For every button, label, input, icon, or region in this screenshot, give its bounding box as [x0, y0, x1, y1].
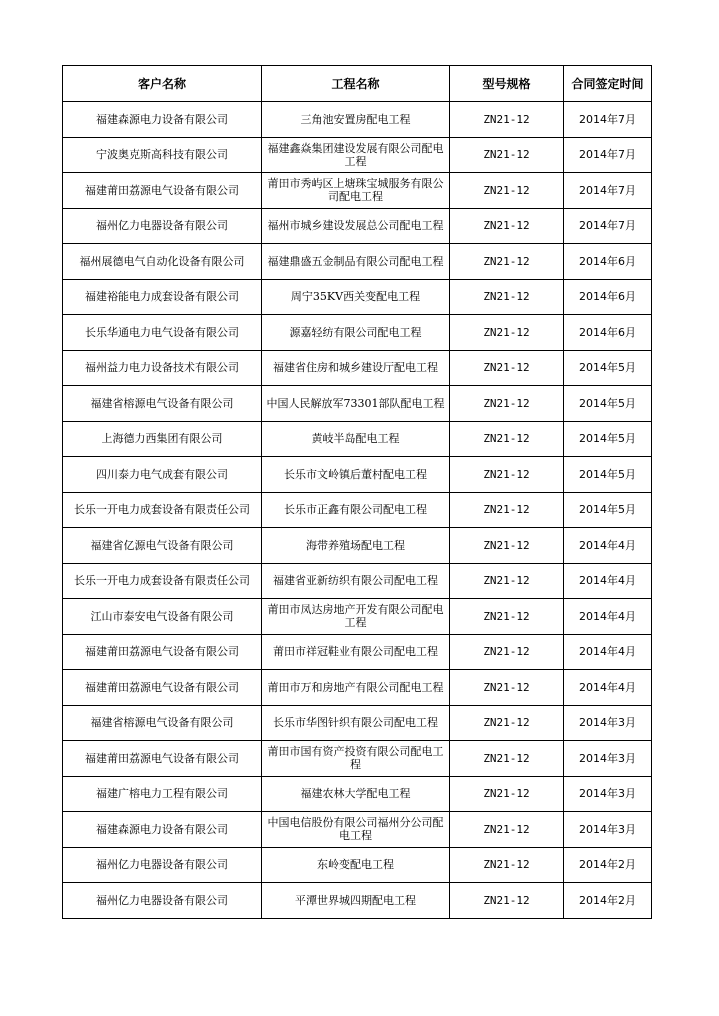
date-cell: 2014年3月 — [564, 812, 652, 848]
model-cell: ZN21-12 — [450, 741, 564, 777]
model-cell: ZN21-12 — [450, 173, 564, 209]
model-cell: ZN21-12 — [450, 883, 564, 919]
customer-cell: 福建莆田荔源电气设备有限公司 — [63, 173, 262, 209]
model-cell: ZN21-12 — [450, 634, 564, 670]
header-model: 型号规格 — [450, 66, 564, 102]
model-cell: ZN21-12 — [450, 350, 564, 386]
table-row — [63, 102, 652, 138]
customer-cell: 福州亿力电器设备有限公司 — [63, 847, 262, 883]
project-cell: 莆田市国有资产投资有限公司配电工程 — [262, 741, 450, 777]
project-cell: 莆田市祥冠鞋业有限公司配电工程 — [262, 634, 450, 670]
header-customer: 客户名称 — [63, 66, 262, 102]
date-cell: 2014年5月 — [564, 386, 652, 422]
table-row — [63, 386, 652, 422]
customer-cell: 上海德力西集团有限公司 — [63, 421, 262, 457]
date-cell: 2014年5月 — [564, 492, 652, 528]
project-cell: 长乐市华图针织有限公司配电工程 — [262, 705, 450, 741]
project-cell: 长乐市正鑫有限公司配电工程 — [262, 492, 450, 528]
model-cell: ZN21-12 — [450, 847, 564, 883]
model-cell: ZN21-12 — [450, 386, 564, 422]
customer-cell: 长乐一开电力成套设备有限责任公司 — [63, 563, 262, 599]
customer-cell: 福建莆田荔源电气设备有限公司 — [63, 670, 262, 706]
model-cell: ZN21-12 — [450, 492, 564, 528]
table-row — [63, 137, 652, 173]
header-project: 工程名称 — [262, 66, 450, 102]
table-row — [63, 599, 652, 635]
contract-table — [62, 65, 652, 919]
project-cell: 海带养殖场配电工程 — [262, 528, 450, 564]
project-cell: 福建鼎盛五金制品有限公司配电工程 — [262, 244, 450, 280]
table-row — [63, 528, 652, 564]
customer-cell: 长乐华通电力电气设备有限公司 — [63, 315, 262, 351]
model-cell: ZN21-12 — [450, 244, 564, 280]
customer-cell: 福建森源电力设备有限公司 — [63, 812, 262, 848]
table-row — [63, 173, 652, 209]
table-row — [63, 315, 652, 351]
table-body — [63, 102, 652, 919]
model-cell: ZN21-12 — [450, 208, 564, 244]
project-cell: 福州市城乡建设发展总公司配电工程 — [262, 208, 450, 244]
model-cell: ZN21-12 — [450, 705, 564, 741]
customer-cell: 福州展德电气自动化设备有限公司 — [63, 244, 262, 280]
table-row — [63, 421, 652, 457]
date-cell: 2014年7月 — [564, 102, 652, 138]
date-cell: 2014年6月 — [564, 244, 652, 280]
header-row — [63, 66, 652, 102]
customer-cell: 长乐一开电力成套设备有限责任公司 — [63, 492, 262, 528]
project-cell: 三角池安置房配电工程 — [262, 102, 450, 138]
model-cell: ZN21-12 — [450, 102, 564, 138]
table-row — [63, 812, 652, 848]
customer-cell: 福州亿力电器设备有限公司 — [63, 883, 262, 919]
model-cell: ZN21-12 — [450, 599, 564, 635]
project-cell: 长乐市文岭镇后董村配电工程 — [262, 457, 450, 493]
project-cell: 福建省亚新纺织有限公司配电工程 — [262, 563, 450, 599]
table-row — [63, 457, 652, 493]
date-cell: 2014年2月 — [564, 847, 652, 883]
date-cell: 2014年7月 — [564, 173, 652, 209]
table-row — [63, 847, 652, 883]
project-cell: 福建鑫焱集团建设发展有限公司配电工程 — [262, 137, 450, 173]
model-cell: ZN21-12 — [450, 670, 564, 706]
customer-cell: 福建莆田荔源电气设备有限公司 — [63, 634, 262, 670]
model-cell: ZN21-12 — [450, 421, 564, 457]
date-cell: 2014年3月 — [564, 705, 652, 741]
project-cell: 黄岐半岛配电工程 — [262, 421, 450, 457]
customer-cell: 福州亿力电器设备有限公司 — [63, 208, 262, 244]
model-cell: ZN21-12 — [450, 279, 564, 315]
date-cell: 2014年3月 — [564, 741, 652, 777]
customer-cell: 福州益力电力设备技术有限公司 — [63, 350, 262, 386]
date-cell: 2014年6月 — [564, 315, 652, 351]
table-row — [63, 883, 652, 919]
table-row — [63, 776, 652, 812]
customer-cell: 福建省亿源电气设备有限公司 — [63, 528, 262, 564]
date-cell: 2014年4月 — [564, 599, 652, 635]
model-cell: ZN21-12 — [450, 776, 564, 812]
project-cell: 周宁35KV西关变配电工程 — [262, 279, 450, 315]
project-cell: 中国电信股份有限公司福州分公司配电工程 — [262, 812, 450, 848]
table-row — [63, 705, 652, 741]
project-cell: 中国人民解放军73301部队配电工程 — [262, 386, 450, 422]
model-cell: ZN21-12 — [450, 812, 564, 848]
model-cell: ZN21-12 — [450, 457, 564, 493]
customer-cell: 福建莆田荔源电气设备有限公司 — [63, 741, 262, 777]
table-row — [63, 670, 652, 706]
table-row — [63, 208, 652, 244]
table-row — [63, 634, 652, 670]
table-row — [63, 492, 652, 528]
customer-cell: 福建省榕源电气设备有限公司 — [63, 386, 262, 422]
customer-cell: 福建广榕电力工程有限公司 — [63, 776, 262, 812]
customer-cell: 宁波奥克斯高科技有限公司 — [63, 137, 262, 173]
project-cell: 莆田市秀屿区上塘珠宝城服务有限公司配电工程 — [262, 173, 450, 209]
model-cell: ZN21-12 — [450, 137, 564, 173]
table-row — [63, 563, 652, 599]
date-cell: 2014年7月 — [564, 208, 652, 244]
table-row — [63, 279, 652, 315]
model-cell: ZN21-12 — [450, 563, 564, 599]
date-cell: 2014年6月 — [564, 279, 652, 315]
header-contract-date: 合同签定时间 — [564, 66, 652, 102]
model-cell: ZN21-12 — [450, 315, 564, 351]
date-cell: 2014年5月 — [564, 350, 652, 386]
date-cell: 2014年5月 — [564, 421, 652, 457]
project-cell: 平潭世界城四期配电工程 — [262, 883, 450, 919]
date-cell: 2014年5月 — [564, 457, 652, 493]
date-cell: 2014年2月 — [564, 883, 652, 919]
table-row — [63, 244, 652, 280]
date-cell: 2014年4月 — [564, 528, 652, 564]
date-cell: 2014年4月 — [564, 670, 652, 706]
project-cell: 福建农林大学配电工程 — [262, 776, 450, 812]
date-cell: 2014年3月 — [564, 776, 652, 812]
table-row — [63, 350, 652, 386]
table-row — [63, 741, 652, 777]
project-cell: 福建省住房和城乡建设厅配电工程 — [262, 350, 450, 386]
date-cell: 2014年4月 — [564, 634, 652, 670]
model-cell: ZN21-12 — [450, 528, 564, 564]
project-cell: 源嘉轻纺有限公司配电工程 — [262, 315, 450, 351]
customer-cell: 福建森源电力设备有限公司 — [63, 102, 262, 138]
customer-cell: 福建省榕源电气设备有限公司 — [63, 705, 262, 741]
customer-cell: 四川泰力电气成套有限公司 — [63, 457, 262, 493]
project-cell: 莆田市万和房地产有限公司配电工程 — [262, 670, 450, 706]
project-cell: 莆田市凤达房地产开发有限公司配电工程 — [262, 599, 450, 635]
customer-cell: 江山市泰安电气设备有限公司 — [63, 599, 262, 635]
date-cell: 2014年4月 — [564, 563, 652, 599]
customer-cell: 福建裕能电力成套设备有限公司 — [63, 279, 262, 315]
date-cell: 2014年7月 — [564, 137, 652, 173]
project-cell: 东岭变配电工程 — [262, 847, 450, 883]
